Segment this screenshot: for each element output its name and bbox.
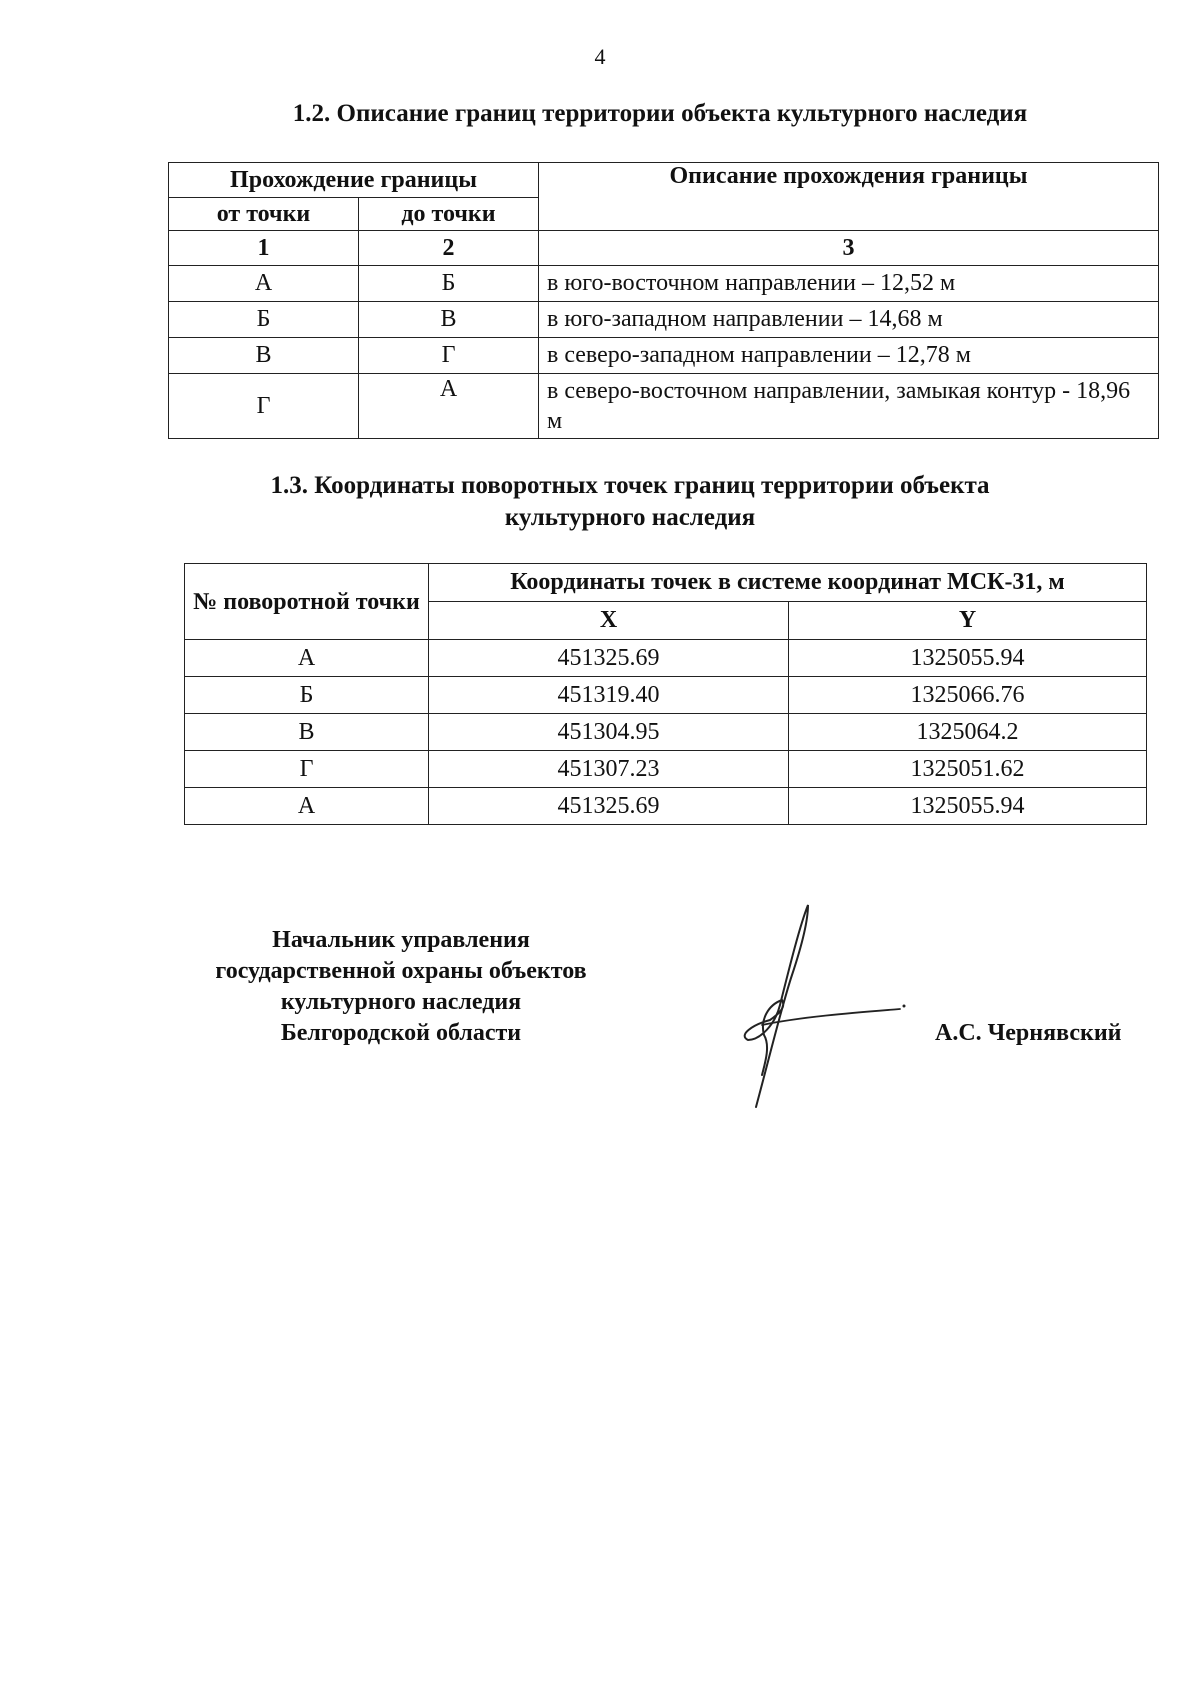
- table-row: [185, 640, 1147, 677]
- point-cell: А: [185, 788, 429, 825]
- from-point-cell: Г: [169, 374, 359, 439]
- description-cell: в северо-восточном направлении, замыкая контур - 18,96 м: [539, 374, 1159, 439]
- y-cell: 1325064.2: [789, 714, 1147, 751]
- boundary-description-table: [168, 162, 1159, 439]
- point-cell: Г: [185, 751, 429, 788]
- header-y: Y: [789, 602, 1147, 640]
- header-description: Описание прохождения границы: [539, 163, 1159, 231]
- y-cell: 1325066.76: [789, 677, 1147, 714]
- signer-position-line: государственной охраны объектов: [215, 958, 587, 984]
- point-cell: Б: [185, 677, 429, 714]
- point-cell: А: [185, 640, 429, 677]
- table-row: [169, 338, 1159, 374]
- section-1-3-title-line2: культурного наследия: [504, 504, 756, 531]
- point-cell: В: [185, 714, 429, 751]
- from-point-cell: Б: [169, 302, 359, 338]
- handwritten-signature: [690, 895, 920, 1115]
- description-cell: в юго-западном направлении – 14,68 м: [539, 302, 1159, 338]
- to-point-cell: А: [359, 374, 539, 439]
- section-1-3-title: [30, 470, 1200, 534]
- x-cell: 451304.95: [429, 714, 789, 751]
- table-row: [169, 302, 1159, 338]
- header-coordinates: Координаты точек в системе координат МСК-31, м: [429, 564, 1147, 602]
- column-number-3: 3: [539, 231, 1159, 266]
- header-to-point: до точки: [359, 198, 539, 231]
- y-cell: 1325051.62: [789, 751, 1147, 788]
- to-point-cell: Б: [359, 266, 539, 302]
- signer-position-line: Начальник управления: [272, 927, 530, 953]
- description-cell: в юго-восточном направлении – 12,52 м: [539, 266, 1159, 302]
- to-point-cell: В: [359, 302, 539, 338]
- table-row: [169, 266, 1159, 302]
- header-point-number: № поворотной точки: [185, 564, 429, 640]
- section-1-3-title-line1: 1.3. Координаты поворотных точек границ территории объекта: [270, 472, 990, 499]
- signer-position-line: культурного наследия: [280, 989, 522, 1015]
- table-row: [185, 788, 1147, 825]
- header-passage: Прохождение границы: [169, 163, 539, 198]
- table-row: [185, 751, 1147, 788]
- header-from-point: от точки: [169, 198, 359, 231]
- coordinates-table: [184, 563, 1147, 825]
- x-cell: 451325.69: [429, 788, 789, 825]
- table-row: [185, 714, 1147, 751]
- header-x: X: [429, 602, 789, 640]
- description-cell: в северо-западном направлении – 12,78 м: [539, 338, 1159, 374]
- y-cell: 1325055.94: [789, 788, 1147, 825]
- y-cell: 1325055.94: [789, 640, 1147, 677]
- x-cell: 451325.69: [429, 640, 789, 677]
- column-number-2: 2: [359, 231, 539, 266]
- signer-name: А.С. Чернявский: [935, 1020, 1122, 1046]
- column-number-1: 1: [169, 231, 359, 266]
- signer-position: [170, 925, 632, 1049]
- signer-position-line: Белгородской области: [280, 1020, 522, 1046]
- x-cell: 451319.40: [429, 677, 789, 714]
- table-row: [185, 677, 1147, 714]
- page-number: 4: [594, 44, 606, 69]
- table-row: [169, 374, 1159, 439]
- x-cell: 451307.23: [429, 751, 789, 788]
- to-point-cell: Г: [359, 338, 539, 374]
- from-point-cell: В: [169, 338, 359, 374]
- from-point-cell: А: [169, 266, 359, 302]
- section-1-2-title: 1.2. Описание границ территории объекта культурного наследия: [292, 100, 1028, 127]
